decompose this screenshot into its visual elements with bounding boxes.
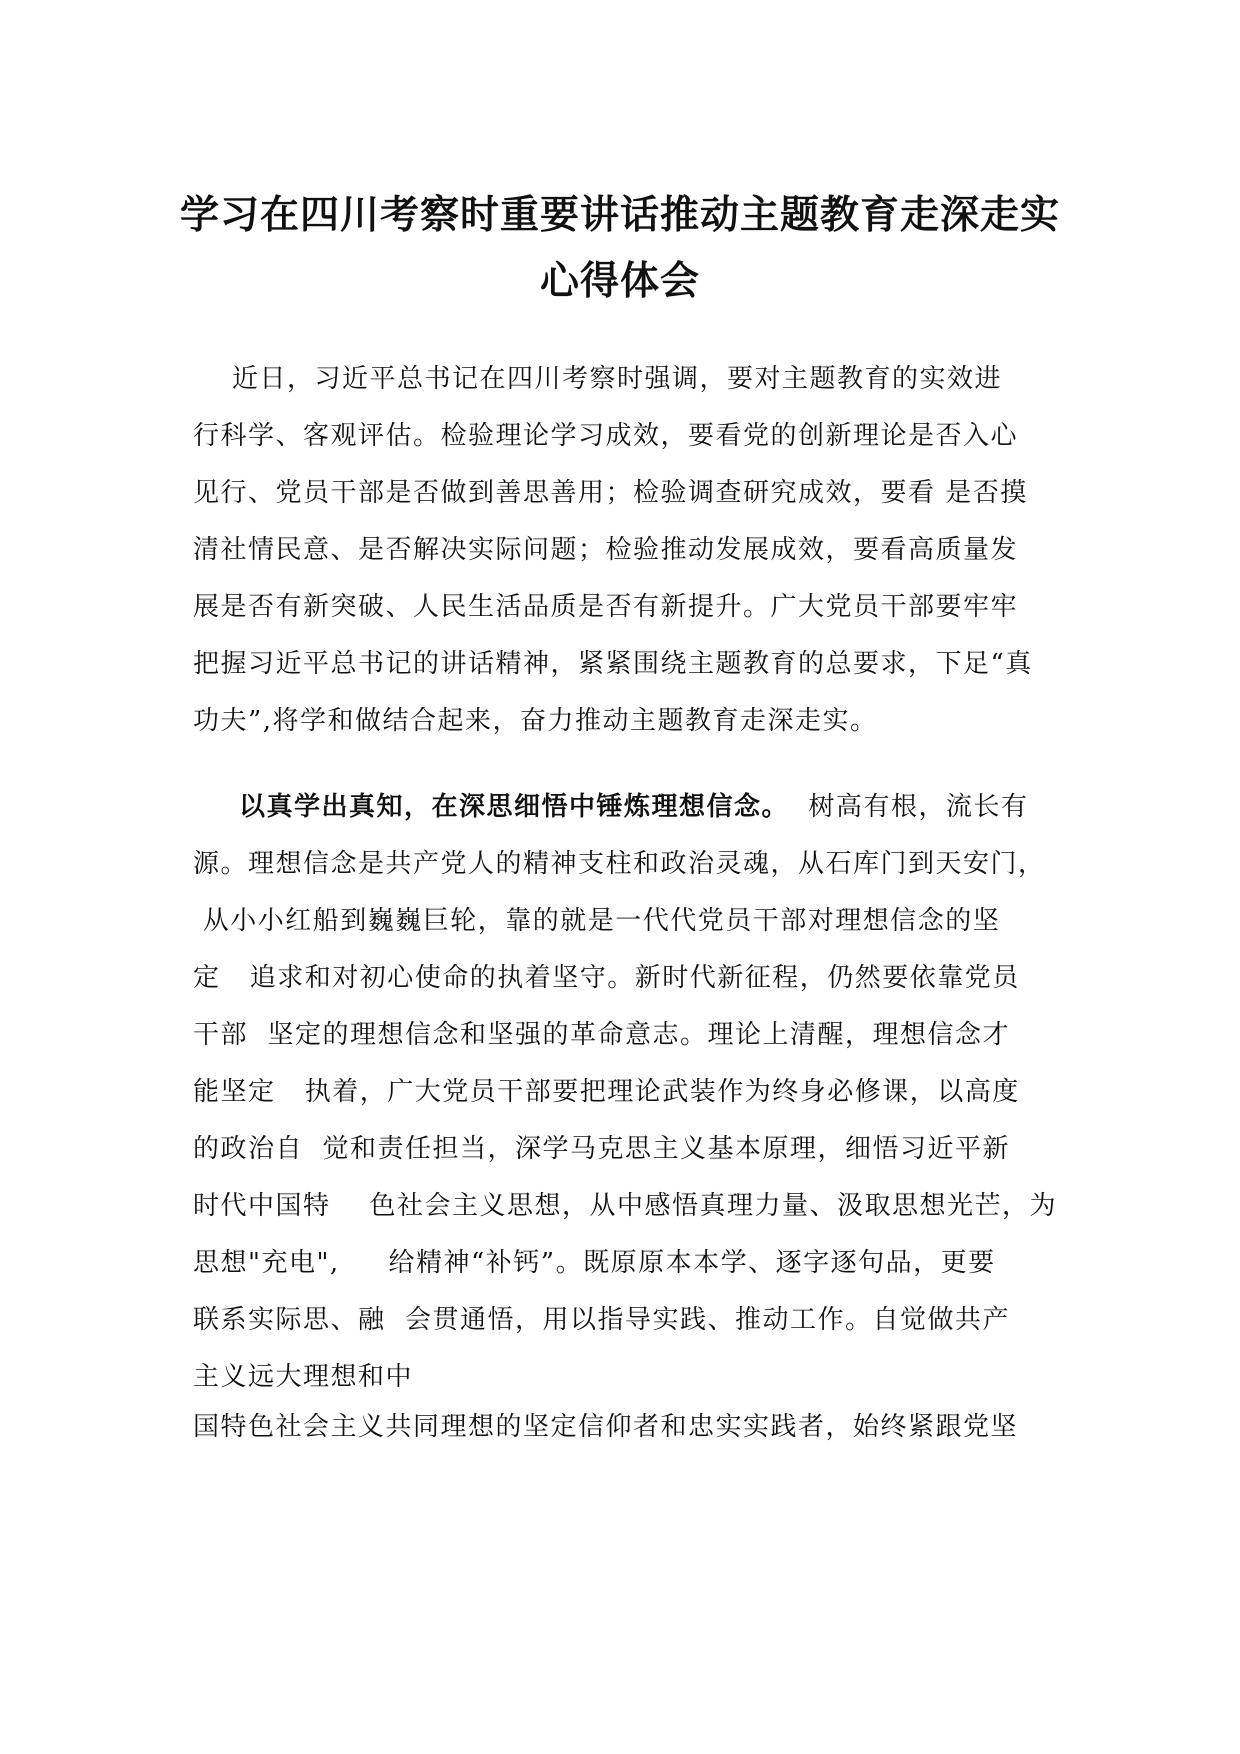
section-1-first-line-text: 树高有根，流长有 xyxy=(789,792,1029,822)
paragraph-1-line-3: 见行、党员干部是否做到善思善用；检验调查研究成效，要看 是否摸 xyxy=(193,478,1028,508)
section-1-heading: 以真学出真知，在深思细悟中锤炼理想信念。 xyxy=(239,792,790,822)
paragraph-1-line-5: 展是否有新突破、人民生活品质是否有新提升。广大党员干部要牢牢 xyxy=(193,592,1019,622)
paragraph-2-line-11: 国特色社会主义共同理想的坚定信仰者和忠实实践者，始终紧跟党坚 xyxy=(193,1412,1019,1442)
paragraph-1-line-1: 近日，习近平总书记在四川考察时强调，要对主题教育的实效进 xyxy=(193,364,1003,394)
paragraph-2-line-5: 能坚定 执着，广大党员干部要把理论武装作为终身必修课，以高度 xyxy=(193,1077,1020,1107)
paragraph-2-line-1: 源。理想信念是共产党人的精神支柱和政治灵魂，从石库门到天安门， xyxy=(193,849,1046,879)
paragraph-2-line-2: 从小小红船到巍巍巨轮，靠的就是一代代党员干部对理想信念的坚 xyxy=(193,906,1001,936)
section-1-first-line xyxy=(239,794,1029,820)
paragraph-1-line-7: 功夫”,将学和做结合起来，奋力推动主题教育走深走实。 xyxy=(193,706,878,736)
paragraph-2-line-4: 干部 坚定的理想信念和坚强的革命意志。理论上清醒，理想信念才 xyxy=(193,1020,1011,1050)
document-title-line-1: 学习在四川考察时重要讲话推动主题教育走深走实 xyxy=(179,193,1060,238)
paragraph-2-line-6: 的政治自 觉和责任担当，深学马克思主义基本原理，细悟习近平新 xyxy=(193,1134,1011,1164)
paragraph-1-line-4: 清社情民意、是否解决实际问题；检验推动发展成效，要看高质量发 xyxy=(193,535,1019,565)
paragraph-2-line-10: 主义远大理想和中 xyxy=(193,1362,414,1392)
paragraph-2-line-8: 思想"充电", 给精神“补钙”。既原原本本学、逐字逐句品，更要 xyxy=(193,1248,996,1278)
paragraph-2-line-7: 时代中国特 色社会主义思想，从中感悟真理力量、汲取思想光芒，为 xyxy=(193,1191,1058,1221)
paragraph-2-line-9: 联系实际思、融 会贯通悟，用以指导实践、推动工作。自觉做共产 xyxy=(193,1305,1011,1335)
paragraph-1-line-6: 把握习近平总书记的讲话精神，紧紧围绕主题教育的总要求，下足“真 xyxy=(193,649,1033,679)
paragraph-2-line-3: 定 追求和对初心使命的执着坚守。新时代新征程，仍然要依靠党员 xyxy=(193,963,1020,993)
paragraph-1-line-2: 行科学、客观评估。检验理论学习成效，要看党的创新理论是否入心 xyxy=(193,421,1019,451)
document-title-line-2: 心得体会 xyxy=(539,259,700,304)
